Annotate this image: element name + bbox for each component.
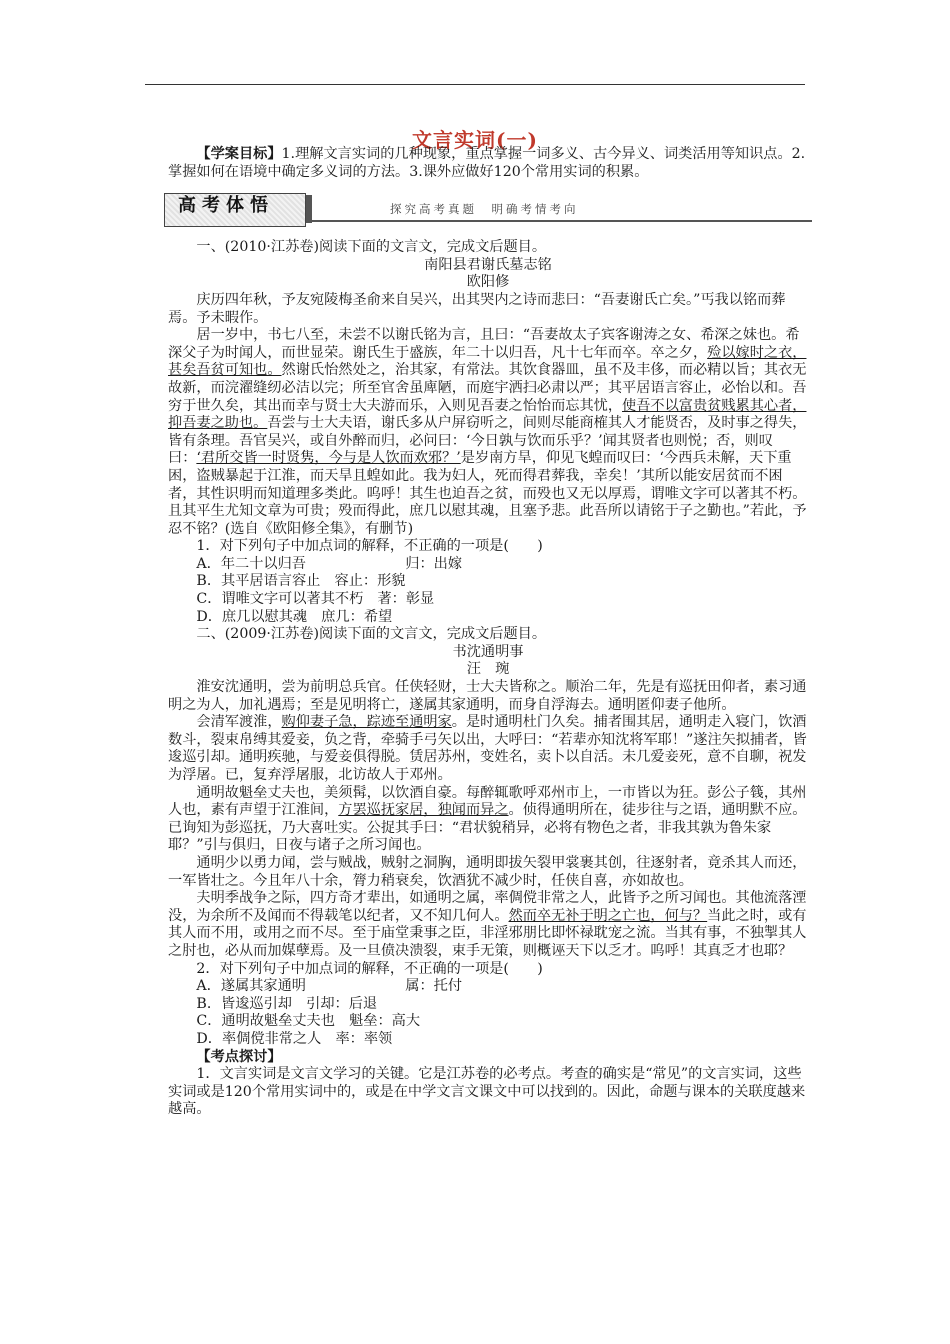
passage1-intro: 一、(2010·江苏卷)阅读下面的文言文，完成文后题目。 (196, 239, 547, 256)
underlined-sentence: 使吾不以富贵贫贱累其心者，抑吾妻之助也。 (168, 397, 807, 432)
banner-line (312, 220, 812, 222)
text-run: 然谢氏怡然处之，治其家，有常法。其饮食器皿，虽不及丰侈，而必精以旨；其衣无故新，而浣濯缝纫必洁以完；所至官舍虽庳陋，而庭宇洒扫必肃以严；其平居语言容止，必怡以和。吾穷于世久矣，其出而幸与贤士大夫游而乐，入则见吾妻之怡怡而忘其忧， (168, 362, 807, 414)
passage2-paragraph (168, 785, 808, 855)
banner-subtitle: 探究高考真题 明确考情考向 (390, 202, 579, 217)
passage2-author: 汪 琬 (466, 661, 510, 678)
objective-text: 1.理解文言实词的几种现象，重点掌握一词多义、古今异义、词类活用等知识点。2.掌握如何在语境中确定多义词的方法。3.课外应做好120个常用实词的积累。 (168, 146, 806, 180)
question-option: D．率倜傥非常之人 率：率领 (196, 1030, 393, 1047)
question-option: B．皆逡巡引却 引却：后退 (196, 995, 378, 1012)
question-stem: 1．对下列句子中加点词的解释，不正确的一项是( ) (196, 538, 543, 555)
underlined-sentence: 殓以嫁时之衣，甚矣吾贫可知也。 (168, 344, 807, 379)
document-body (168, 146, 808, 1119)
passage1-paragraph (168, 327, 808, 538)
question-stem: 2．对下列句子中加点词的解释，不正确的一项是( ) (196, 960, 543, 977)
underlined-sentence: 方罢巡抚家居，独闻而异之 (338, 802, 509, 819)
passage2-title: 书沈通明事 (452, 643, 524, 660)
passage2-paragraph: 淮安沈通明，尝为前明总兵官。任侠轻财，士大夫皆称之。顺治二年，先是有巡抚田仰者，素习通明之为人，加礼遇焉；至是见明将亡，遂属其家通明，而身自浮海去。通明匿仰妻子他所。 (168, 679, 807, 713)
passage2-intro: 二、(2009·江苏卷)阅读下面的文言文，完成文后题目。 (196, 626, 547, 643)
underlined-sentence: 然而卒无补于明之亡也，何与？ (508, 907, 708, 924)
question-option: A．年二十以归吾 归：出嫁 (196, 555, 463, 572)
text-run: 。侦得通明所在，徒步往与之语，通明默不应。已询知为彭巡抚，乃大喜吐实。公捉其手曰：“君状貌稍异，必将有物色之者，非我其孰为鲁朱家耶？”引与俱归，日夜与诸子之所习闻也。 (168, 802, 807, 854)
question-option: C．通明故魁垒丈夫也 魁垒：高大 (196, 1013, 421, 1030)
section-banner (164, 187, 808, 231)
question-option: A．遂属其家通明 属：托付 (196, 978, 463, 995)
passage2-paragraph: 通明少以勇力闻，尝与贼战，贼射之洞胸，通明即拔矢裂甲裳裹其创，往逐射者，竟杀其人而还，一军皆壮之。今且年八十余，膂力稍衰矣，饮酒犹不减少时，任侠自喜，亦如故也。 (168, 854, 807, 889)
header-rule (145, 84, 805, 85)
objective (168, 146, 808, 181)
page-title: 文言实词(一) (412, 128, 538, 152)
underlined-sentence: ‘君所交皆一时贤隽，今与是人饮而欢邪？’ (196, 450, 461, 467)
text-run: 通明故魁垒丈夫也，美须髯，以饮酒自豪。每醉辄歌呼邓州市上，一市皆以为狂。彭公子篯，其州人也，素有声望于江淮间， (168, 784, 807, 819)
passage1-title: 南阳县君谢氏墓志铭 (424, 256, 552, 273)
text-run: 夫明季战争之际，四方奇才辈出，如通明之属，率倜傥非常之人，此皆予之所习闻也。其他流落湮没，为余所不及闻而不得载笔以纪者，又不知几何人。 (168, 890, 807, 924)
text-run: 吾尝与士大夫语，谢氏多从户屏窃听之，间则尽能商榷其人才能贤否，及时事之得失，皆有条理。吾官吴兴，或自外醉而归，必问曰：‘今日孰与饮而乐乎？’闻其贤者也则悦；否，则叹曰： (168, 415, 807, 467)
banner-title: 高考体悟 (178, 195, 274, 217)
text-run: 居一岁中，书七八至，未尝不以谢氏铭为言，且曰：“吾妻故太子宾客谢涛之女、希深之妹也。希深父子为时闻人，而世显荣。谢氏生于盛族，年二十以归吾，凡十七年而卒。卒之夕， (168, 327, 800, 361)
objective-label: 【学案目标】 (196, 146, 282, 162)
analysis-paragraph: 1．文言实词是文言文学习的关键。它是江苏卷的必考点。考查的确实是“常见”的文言实词，这些实词或是120个常用实词中的，或是在中学文言文课文中可以找到的。因此，命题与课本的关联度越来越高。 (168, 1066, 806, 1118)
text-run: 。是时通明杜门久矣。捕者围其居，通明走入寝门，饮酒数斗，裂束帛缚其爱妾，负之背，牵骑手弓矢以出，大呼曰：“若辈亦知沈将军耶！”遂注矢拟捕者，皆逡巡引却。通明疾驰，与爱妾俱得脱。赁居苏州，变姓名，卖卜以自活。未几爱妾死，意不自聊，祝发为浮屠。已，复弃浮屠服，北访故人于邓州。 (168, 714, 807, 783)
passage1-paragraph: 庆历四年秋，予友宛陵梅圣俞来自吴兴，出其哭内之诗而悲曰：“吾妻谢氏亡矣。”丐我以铭而葬焉。予未暇作。 (168, 291, 786, 326)
text-run: 当此之时，或有其人而不用，或用之而不尽。至于庙堂秉事之臣，非淫邪朋比即怀禄耽宠之流。当其有事，不独掣其人之肘也，必从而加媒孽焉。及一旦偾决溃裂，束手无策，则概诬天下以乏才。呜呼！其真乏才也耶？ (168, 907, 807, 959)
question-option: D．庶几以慰其魂 庶几：希望 (196, 608, 393, 625)
passage2-paragraph (168, 890, 808, 960)
question-option: C．谓唯文字可以著其不朽 著：彰显 (196, 591, 435, 608)
passage2-paragraph (168, 714, 808, 784)
text-run: 是岁南方旱，仰见飞蝗而叹曰：‘今西兵未解，天下重困，盗贼暴起于江淮，而天旱且蝗如此。我为妇人，死而得君葬我，幸矣！’其所以能安居贫而不困者，其性识明而知道理多类此。呜呼！其生也迫吾之贫，而殁也又无以厚焉，谓唯文字可以著其不朽。且其平生尤知文章为可贵；殁而得此，庶几以慰其魂，且塞予悲。此吾所以请铭于子之勤也。”若此，予忍不铭？(选自《欧阳修全集》，有删节) (168, 450, 807, 537)
analysis-label: 【考点探讨】 (196, 1048, 282, 1065)
underlined-sentence: 购仰妻子急，踪迹至通明家 (281, 714, 452, 731)
text-run: 会清军渡淮， (196, 714, 282, 731)
banner-bar (306, 195, 312, 223)
passage1-author: 欧阳修 (466, 274, 510, 291)
question-option: B．其平居语言容止 容止：形貌 (196, 573, 406, 590)
